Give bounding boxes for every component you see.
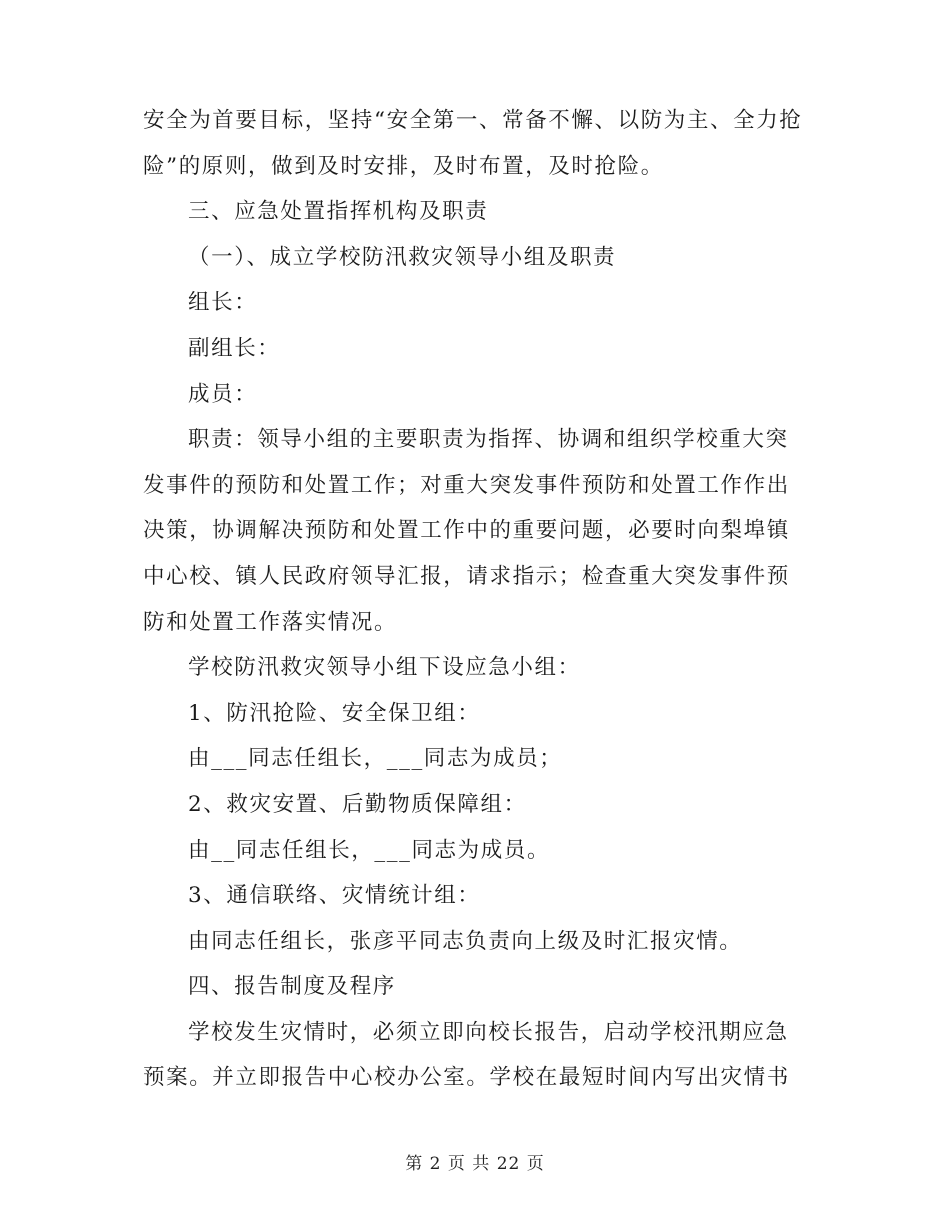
group-2-title: 2、救灾安置、后勤物质保障组： — [188, 791, 527, 817]
section-heading-4: 四、报告制度及程序 — [188, 974, 396, 1000]
deputy-leader-line: 副组长： — [188, 335, 281, 361]
group-3-members: 由同志任组长，张彦平同志负责向上级及时汇报灾情。 — [188, 928, 743, 954]
group-3-title: 3、通信联络、灾情统计组： — [188, 883, 481, 909]
subsection-heading-1: （一）、成立学校防汛救灾领导小组及职责 — [188, 244, 617, 270]
reporting-paragraph: 学校发生灾情时，必须立即向校长报告，启动学校汛期应急预案。并立即报告中心校办公室。学校在最短时间内写出灾情书 — [143, 1019, 790, 1091]
section-heading-3: 三、应急处置指挥机构及职责 — [188, 199, 489, 225]
document-body — [143, 98, 803, 1101]
members-line: 成员： — [188, 381, 258, 407]
duties-paragraph: 职责：领导小组的主要职责为指挥、协调和组织学校重大突发事件的预防和处置工作；对重大突发事件预防和处置工作作出决策，协调解决预防和处置工作中的重要问题，必要时向梨埠镇中心校、镇人民政府领导汇报，请求指示；检查重大突发事件预防和处置工作落实情况。 — [143, 427, 790, 635]
emergency-groups-intro: 学校防汛救灾领导小组下设应急小组： — [188, 655, 581, 681]
page-number-footer: 第 2 页 共 22 页 — [405, 1154, 545, 1174]
group-1-members: 由___同志任组长，___同志为成员； — [188, 746, 563, 772]
group-2-members: 由__同志任组长，___同志为成员。 — [188, 837, 551, 863]
leader-line: 组长： — [188, 290, 258, 316]
group-1-title: 1、防汛抢险、安全保卫组： — [188, 700, 481, 726]
paragraph-1: 安全为首要目标，坚持“安全第一、常备不懈、以防为主、全力抢险”的原则，做到及时安排，及时布置，及时抢险。 — [143, 108, 803, 179]
